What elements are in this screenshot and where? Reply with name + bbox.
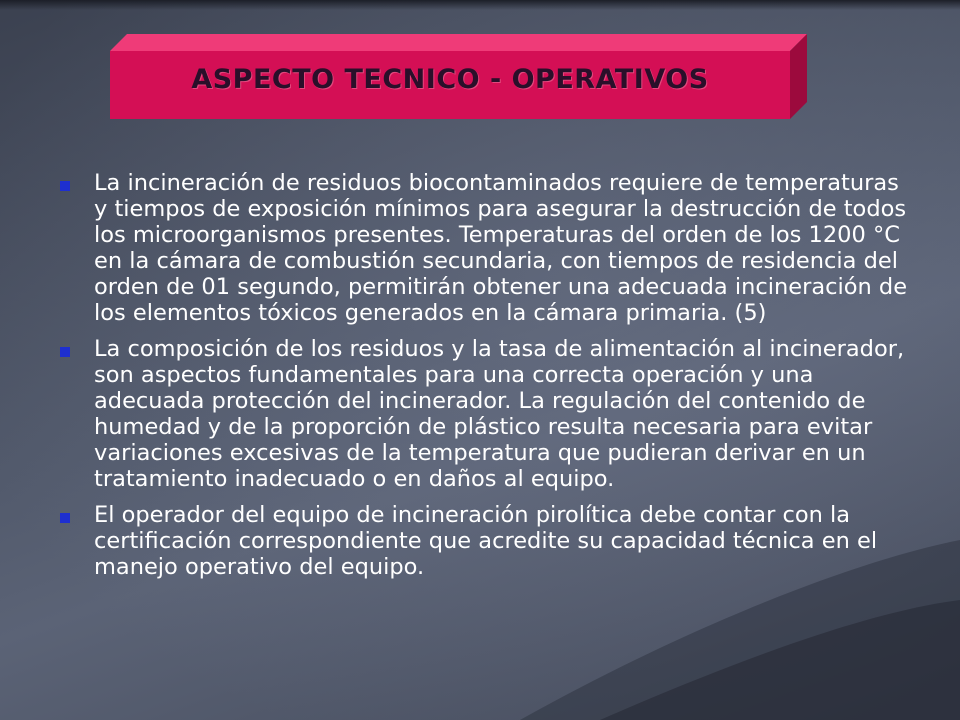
- square-bullet-icon: [60, 513, 70, 523]
- bullet-text: La incineración de residuos biocontaminados requiere de temperaturas y tiempos de exposición mínimos para asegurar la destrucción de todos los microorganismos presentes. Temperaturas del orden de los 1200 °C en la cámara de combustión secundaria, con tiempos de residencia del orden de 01 segundo, permitirán obtener una adecuada incineración de los elementos tóxicos generados en la cámara primaria. (5): [94, 170, 908, 326]
- bullet-list: [58, 170, 918, 590]
- list-item: [58, 170, 918, 326]
- square-bullet-icon: [60, 347, 70, 357]
- bullet-text: El operador del equipo de incineración pirolítica debe contar con la certificación correspondiente que acredite su capacidad técnica en el manejo operativo del equipo.: [94, 502, 878, 580]
- list-item: [58, 502, 918, 580]
- bullet-text: La composición de los residuos y la tasa de alimentación al incinerador, son aspectos fundamentales para una correcta operación y una adecuada protección del incinerador. La regulación del contenido de humedad y de la proporción de plástico resulta necesaria para evitar variaciones excesivas de la temperatura que pudieran derivar en un tratamiento inadecuado o en daños al equipo.: [94, 336, 905, 492]
- slide-title: ASPECTO TECNICO - OPERATIVOS: [191, 64, 709, 95]
- title-banner: [110, 34, 807, 119]
- square-bullet-icon: [60, 181, 70, 191]
- list-item: [58, 336, 918, 492]
